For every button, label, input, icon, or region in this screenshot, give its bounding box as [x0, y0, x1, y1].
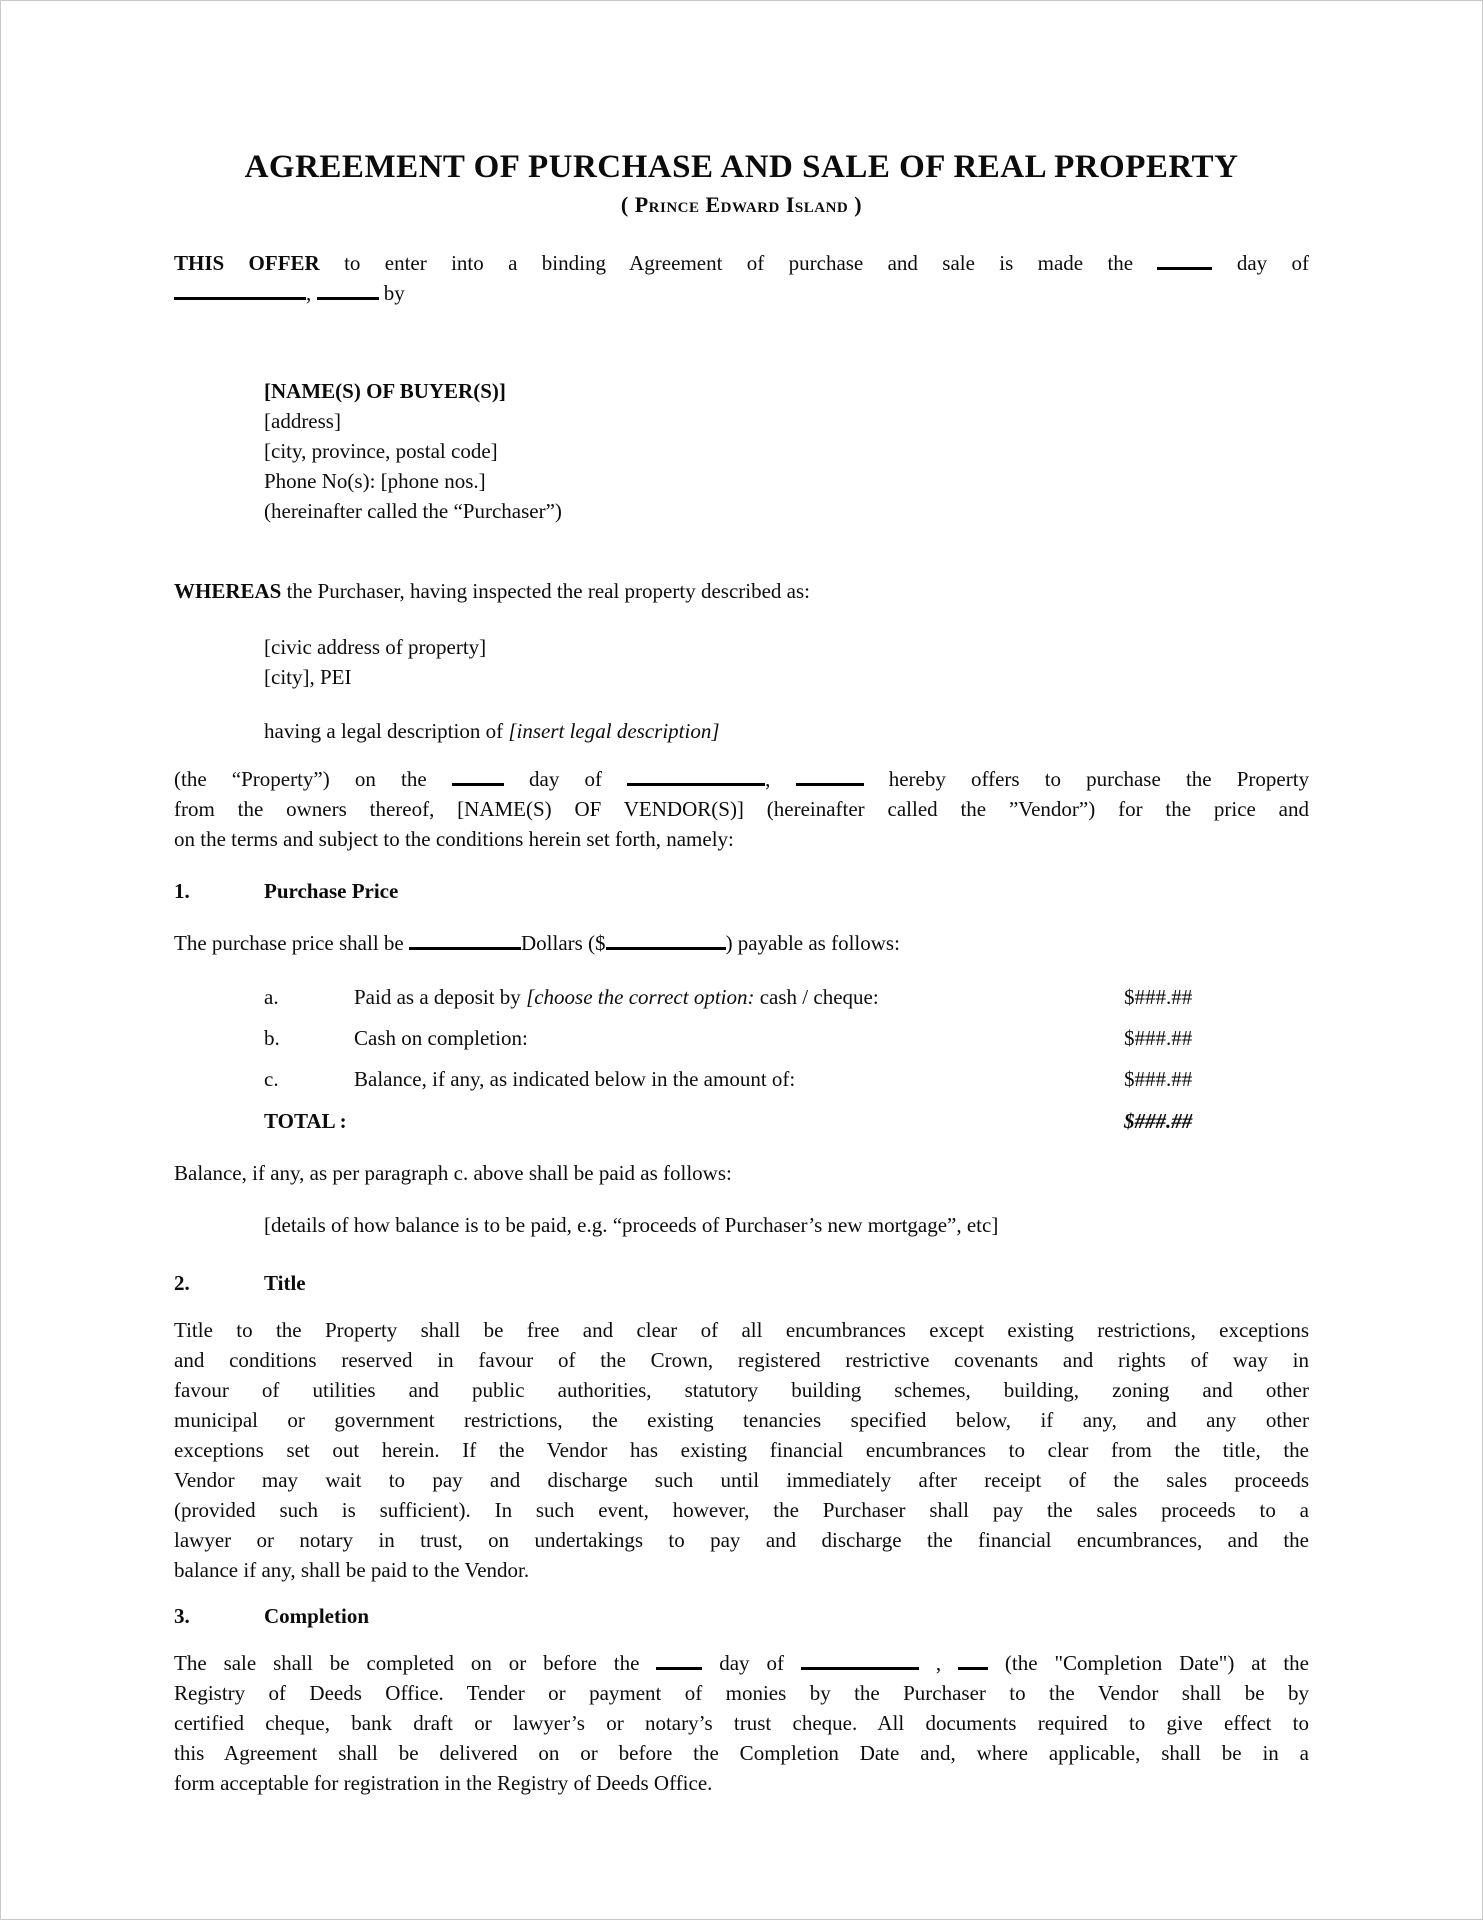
- section-1-title: Purchase Price: [264, 879, 399, 903]
- title-clause-line: Title to the Property shall be free and clear of all encumbrances except existing restrictions, exceptions: [174, 1318, 1309, 1342]
- completion-line-1: [174, 1648, 1309, 1678]
- section-3-number: 3.: [174, 1604, 190, 1628]
- property-city-line: [city], PEI: [264, 665, 352, 689]
- completion-line: form acceptable for registration in the Registry of Deeds Office.: [174, 1771, 713, 1795]
- intro-lead-bold: THIS OFFER: [174, 251, 320, 275]
- property-civic-line: [civic address of property]: [264, 635, 487, 659]
- whereas-paragraph: [174, 576, 1309, 606]
- completion-line: this Agreement shall be delivered on or before the Completion Date and, where applicable, shall be in a: [174, 1741, 1309, 1765]
- blank-line-day: [1157, 258, 1212, 270]
- price-text: The purchase price shall be: [174, 931, 404, 955]
- payment-amount: $###.##: [1124, 1026, 1193, 1050]
- blank-line-year: [958, 1658, 988, 1670]
- completion-clause-paragraph: [174, 1648, 1309, 1798]
- buyer-block: [264, 376, 1309, 526]
- blank-line-year: [796, 774, 864, 786]
- section-2-number: 2.: [174, 1271, 190, 1295]
- payment-row-b: [264, 1023, 1309, 1053]
- offer-text: (the “Property”) on the: [174, 767, 427, 791]
- title-clause-paragraph: [174, 1315, 1309, 1585]
- title-clause-line: municipal or government restrictions, the existing tenancies specified below, if any, and any other: [174, 1408, 1309, 1432]
- buyer-name-line: [264, 376, 1309, 406]
- payment-text-italic: [choose the correct option:: [526, 985, 755, 1009]
- document-subtitle: ( Prince Edward Island ): [620, 192, 863, 217]
- total-label: TOTAL :: [264, 1109, 347, 1133]
- payment-text: Cash on completion:: [354, 1026, 528, 1050]
- buyer-city-line: [city, province, postal code]: [264, 439, 498, 463]
- section-3-heading: [174, 1601, 1309, 1631]
- price-payable: ) payable as follows:: [725, 931, 900, 955]
- buyer-name: [NAME(S) OF BUYER(S)]: [264, 379, 506, 403]
- title-clause-line: lawyer or notary in trust, on undertakings to pay and discharge the financial encumbrances, and the: [174, 1528, 1309, 1552]
- total-amount: [1124, 1106, 1309, 1136]
- title-clause-line: favour of utilities and public authorities, statutory building schemes, building, zoning and other: [174, 1378, 1309, 1402]
- buyer-hereinafter-line: (hereinafter called the “Purchaser”): [264, 499, 562, 523]
- completion-line: Registry of Deeds Office. Tender or payment of monies by the Purchaser to the Vendor shall be by: [174, 1681, 1309, 1705]
- title-clause-line: exceptions set out herein. If the Vendor has existing financial encumbrances to clear from the title, the: [174, 1438, 1309, 1462]
- payment-total-row: [264, 1106, 1309, 1136]
- buyer-address-line: [address]: [264, 409, 341, 433]
- completion-day-of: day of: [719, 1651, 784, 1675]
- intro-comma: ,: [306, 281, 312, 305]
- blank-line-year: [317, 288, 379, 300]
- blank-line-month: [627, 774, 765, 786]
- section-3-title: Completion: [264, 1604, 369, 1628]
- blank-line-amount-figures: [606, 938, 726, 950]
- offer-terms-paragraph: [174, 764, 1309, 854]
- payment-amount: $###.##: [1124, 1067, 1193, 1091]
- payment-text-after: cash / cheque:: [759, 985, 879, 1009]
- intro-line-1: [174, 248, 1309, 278]
- blank-line-day: [656, 1658, 702, 1670]
- title-clause-line: and conditions reserved in favour of the Crown, registered restrictive covenants and rights of way in: [174, 1348, 1309, 1372]
- payment-text: [354, 982, 1124, 1012]
- offer-text: hereby offers to purchase the Property: [888, 767, 1310, 791]
- blank-line-month: [174, 288, 306, 300]
- property-address-block: [264, 632, 1309, 692]
- title-clause-line: Vendor may wait to pay and discharge such until immediately after receipt of the sales proceeds: [174, 1468, 1309, 1492]
- legal-prefix: having a legal description of: [264, 719, 504, 743]
- section-2-heading: [174, 1268, 1309, 1298]
- completion-text: (the "Completion Date") at the: [1004, 1651, 1309, 1675]
- section-2-title: Title: [264, 1271, 306, 1295]
- section-1-heading: [174, 876, 1309, 906]
- offer-intro-paragraph: [174, 248, 1309, 308]
- completion-text: The sale shall be completed on or before the: [174, 1651, 640, 1675]
- completion-comma: ,: [935, 1651, 942, 1675]
- total-amount-value: $###.##: [1124, 1109, 1193, 1133]
- document-content: [1, 1, 1482, 1798]
- offer-day-of: day of: [529, 767, 602, 791]
- payment-row-c: [264, 1064, 1309, 1094]
- intro-day-of: day of: [1236, 251, 1310, 275]
- title-clause-line: balance if any, shall be paid to the Vendor.: [174, 1558, 530, 1582]
- payment-list: [174, 982, 1309, 1136]
- intro-by: by: [383, 281, 405, 305]
- purchase-price-line: [174, 928, 1309, 958]
- blank-line-amount-words: [409, 938, 521, 950]
- payment-letter: b.: [264, 1026, 280, 1050]
- payment-letter: a.: [264, 985, 279, 1009]
- legal-description-line: [264, 716, 1309, 746]
- document-title: AGREEMENT OF PURCHASE AND SALE OF REAL PROPERTY: [244, 149, 1239, 185]
- payment-text-plain: Paid as a deposit by: [354, 985, 521, 1009]
- offer-line-1: [174, 764, 1309, 794]
- intro-line-2: [174, 278, 1309, 308]
- whereas-text: the Purchaser, having inspected the real property described as:: [286, 579, 810, 603]
- payment-amount: $###.##: [1124, 985, 1193, 1009]
- title-clause-line: (provided such is sufficient). In such event, however, the Purchaser shall pay the sales proceeds to a: [174, 1498, 1309, 1522]
- balance-note-line: Balance, if any, as per paragraph c. above shall be paid as follows:: [174, 1161, 732, 1185]
- offer-line-2: from the owners thereof, [NAME(S) OF VENDOR(S)] (hereinafter called the ”Vendor”) for the price and: [174, 797, 1309, 821]
- payment-letter: c.: [264, 1067, 279, 1091]
- offer-comma: ,: [765, 767, 771, 791]
- blank-line-day: [452, 774, 504, 786]
- balance-details-line: [details of how balance is to be paid, e.g. “proceeds of Purchaser’s new mortgage”, etc]: [264, 1213, 999, 1237]
- offer-line-3: on the terms and subject to the conditions herein set forth, namely:: [174, 827, 734, 851]
- whereas-lead-bold: WHEREAS: [174, 579, 282, 603]
- intro-text: to enter into a binding Agreement of purchase and sale is made the: [344, 251, 1134, 275]
- legal-placeholder: [insert legal description]: [508, 719, 720, 743]
- completion-line: certified cheque, bank draft or lawyer’s or notary’s trust cheque. All documents required to give effect to: [174, 1711, 1309, 1735]
- payment-row-a: [264, 982, 1309, 1012]
- section-1-number: 1.: [174, 879, 190, 903]
- blank-line-month: [801, 1658, 919, 1670]
- price-dollars: Dollars ($: [520, 931, 606, 955]
- payment-text: Balance, if any, as indicated below in the amount of:: [354, 1067, 796, 1091]
- buyer-phone-line: Phone No(s): [phone nos.]: [264, 469, 486, 493]
